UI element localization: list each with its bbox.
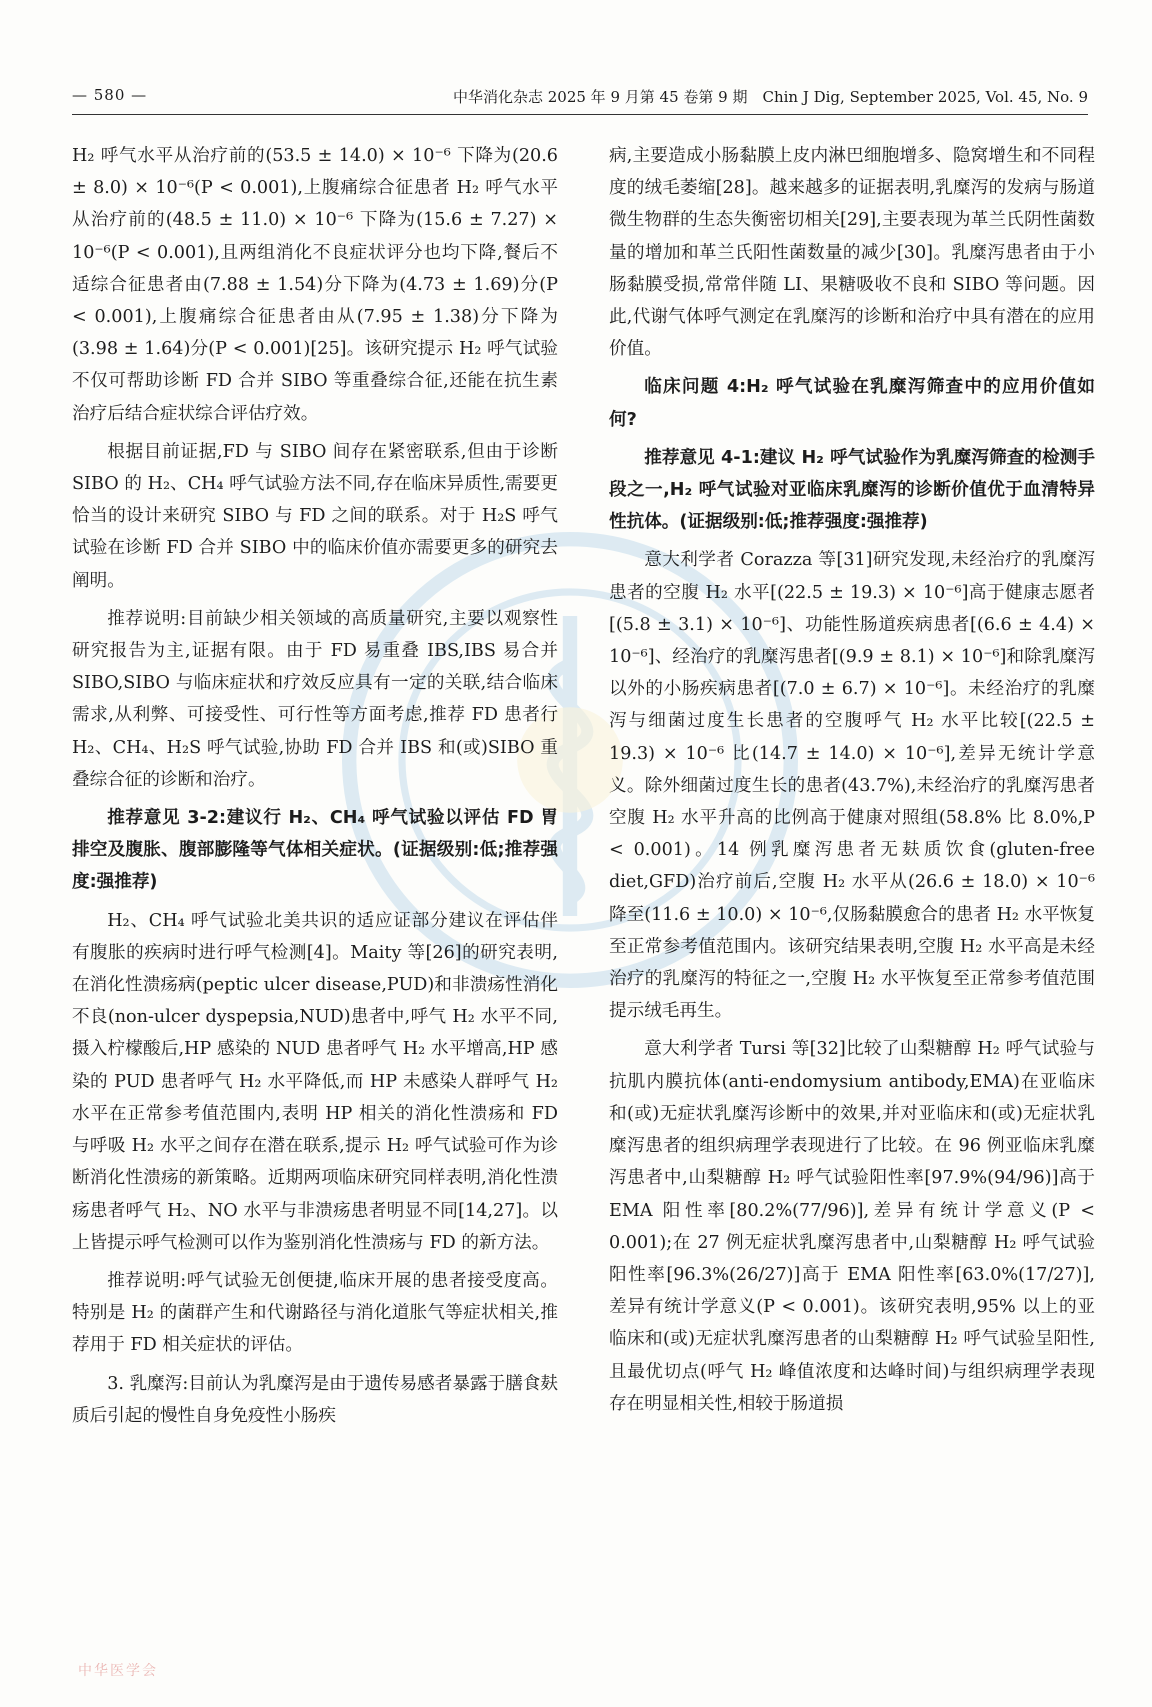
clinical-question-heading: 临床问题 4:H₂ 呼气试验在乳糜泻筛查中的应用价值如何? [609,377,1095,430]
footer-stamp: 中华医学会 [78,1663,158,1679]
recommendation-heading: 推荐意见 3-2:建议行 H₂、CH₄ 呼气试验以评估 FD 胃排空及腹胀、腹部膨隆等气体相关症状。(证据级别:低;推荐强度:强推荐) [72,808,558,893]
page-number: — 580 — [72,86,148,104]
paragraph: H₂ 呼气水平从治疗前的(53.5 ± 14.0) × 10⁻⁶ 下降为(20.6 ± 8.0) × 10⁻⁶(P < 0.001),上腹痛综合征患者 H₂ 呼气水平从治疗前的(48.5 ± 11.0) × 10⁻⁶ 下降为(15.6 ± 7.27) × 10⁻⁶(P < 0.001),且两组消化不良症状评分也均下降,餐后不适综合征患者由(7.88 ± 1.54)分下降为(4.73 ± 1.69)分(P < 0.001),上腹痛综合征患者由从(7.95 ± 1.38)分下降为(3.98 ± 1.64)分(P < 0.001)[25]。该研究提示 H₂ 呼气试验不仅可帮助诊断 FD 合并 SIBO 等重叠综合征,还能在抗生素治疗后结合症状综合评估疗效。 [72,146,558,424]
paragraph: 病,主要造成小肠黏膜上皮内淋巴细胞增多、隐窝增生和不同程度的绒毛萎缩[28]。越来越多的证据表明,乳糜泻的发病与肠道微生物群的生态失衡密切相关[29],主要表现为革兰氏阴性菌数量的增加和革兰氏阳性菌数量的减少[30]。乳糜泻患者由于小肠黏膜受损,常常伴随 LI、果糖吸收不良和 SIBO 等问题。因此,代谢气体呼气测定在乳糜泻的诊断和治疗中具有潜在的应用价值。 [609,146,1095,360]
paragraph: 3. 乳糜泻:目前认为乳糜泻是由于遗传易感者暴露于膳食麸质后引起的慢性自身免疫性小肠疾 [72,1373,558,1426]
left-column [72,140,558,1438]
recommendation-heading: 推荐意见 4-1:建议 H₂ 呼气试验作为乳糜泻筛查的检测手段之一,H₂ 呼气试验对亚临床乳糜泻的诊断价值优于血清特异性抗体。(证据级别:低;推荐强度:强推荐) [609,447,1095,533]
paragraph: 推荐说明:呼气试验无创便捷,临床开展的患者接受度高。特别是 H₂ 的菌群产生和代谢路径与消化道胀气等症状相关,推荐用于 FD 相关症状的评估。 [72,1270,558,1356]
right-column [609,140,1095,1426]
journal-citation: 中华消化杂志 2025 年 9 月第 45 卷第 9 期 Chin J Dig, September 2025, Vol. 45, No. 9 [452,88,1088,106]
paragraph: 推荐说明:目前缺少相关领域的高质量研究,主要以观察性研究报告为主,证据有限。由于 FD 易重叠 IBS,IBS 易合并 SIBO,SIBO 与临床症状和疗效反应具有一定的关联,结合临床需求,从利弊、可接受性、可行性等方面考虑,推荐 FD 患者行 H₂、CH₄、H₂S 呼气试验,协助 FD 合并 IBS 和(或)SIBO 重叠综合征的诊断和治疗。 [72,608,558,790]
paragraph: 根据目前证据,FD 与 SIBO 间存在紧密联系,但由于诊断 SIBO 的 H₂、CH₄ 呼气试验方法不同,存在临床异质性,需要更恰当的设计来研究 SIBO 与 FD 之间的联系。对于 H₂S 呼气试验在诊断 FD 合并 SIBO 中的临床价值亦需要更多的研究去阐明。 [72,441,558,591]
paragraph: H₂、CH₄ 呼气试验北美共识的适应证部分建议在评估伴有腹胀的疾病时进行呼气检测[4]。Maity 等[26]的研究表明,在消化性溃疡病(peptic ulcer disease,PUD)和非溃疡性消化不良(non-ulcer dyspepsia,NUD)患者中,呼气 H₂ 水平不同,摄入柠檬酸后,HP 感染的 NUD 患者呼气 H₂ 水平增高,HP 感染的 PUD 患者呼气 H₂ 水平降低,而 HP 未感染人群呼气 H₂ 水平在正常参考值范围内,表明 HP 相关的消化性溃疡和 FD 与呼吸 H₂ 水平之间存在潜在联系,提示 H₂ 呼气试验可作为诊断消化性溃疡的新策略。近期两项临床研究同样表明,消化性溃疡患者呼气 H₂、NO 水平与非溃疡患者明显不同[14,27]。以上皆提示呼气检测可以作为鉴别消化性溃疡与 FD 的新方法。 [72,910,558,1253]
paragraph: 意大利学者 Tursi 等[32]比较了山梨糖醇 H₂ 呼气试验与抗肌内膜抗体(anti-endomysium antibody,EMA)在亚临床和(或)无症状乳糜泻诊断中的效果,并对亚临床和(或)无症状乳糜泻患者的组织病理学表现进行了比较。在 96 例亚临床乳糜泻患者中,山梨糖醇 H₂ 呼气试验阳性率[97.9%(94/96)]高于 EMA 阳性率[80.2%(77/96)],差异有统计学意义(P < 0.001);在 27 例无症状乳糜泻患者中,山梨糖醇 H₂ 呼气试验阳性率[96.3%(26/27)]高于 EMA 阳性率[63.0%(17/27)],差异有统计学意义(P < 0.001)。该研究表明,95% 以上的亚临床和(或)无症状乳糜泻患者的山梨糖醇 H₂ 呼气试验呈阳性,且最优切点(呼气 H₂ 峰值浓度和达峰时间)与组织病理学表现存在明显相关性,相较于肠道损 [609,1039,1095,1414]
running-header [72,84,1088,115]
paragraph: 意大利学者 Corazza 等[31]研究发现,未经治疗的乳糜泻患者的空腹 H₂ 水平[(22.5 ± 19.3) × 10⁻⁶]高于健康志愿者[(5.8 ± 3.1) × 10⁻⁶]、功能性肠道疾病患者[(6.6 ± 4.4) × 10⁻⁶]、经治疗的乳糜泻患者[(9.9 ± 8.1) × 10⁻⁶]和除乳糜泻以外的小肠疾病患者[(7.0 ± 6.7) × 10⁻⁶]。未经治疗的乳糜泻与细菌过度生长患者的空腹呼气 H₂ 水平比较[(22.5 ± 19.3) × 10⁻⁶ 比(14.7 ± 14.0) × 10⁻⁶],差异无统计学意义。除外细菌过度生长的患者(43.7%),未经治疗的乳糜泻患者空腹 H₂ 水平升高的比例高于健康对照组(58.8% 比 8.0%,P < 0.001)。14 例乳糜泻患者无麸质饮食(gluten-free diet,GFD)治疗前后,空腹 H₂ 水平从(26.6 ± 18.0) × 10⁻⁶ 降至(11.6 ± 10.0) × 10⁻⁶,仅肠黏膜愈合的患者 H₂ 水平恢复至正常参考值范围内。该研究结果表明,空腹 H₂ 水平高是未经治疗的乳糜泻的特征之一,空腹 H₂ 水平恢复至正常参考值范围提示绒毛再生。 [609,550,1095,1022]
